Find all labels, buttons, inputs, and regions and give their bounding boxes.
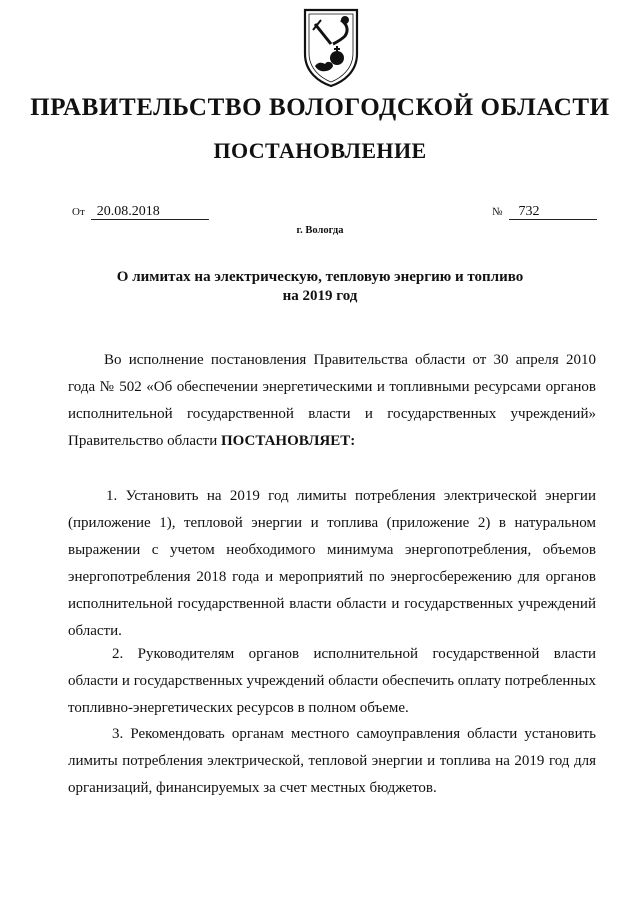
paragraph-3: 3. Рекомендовать органам местного самоуправления области установить лимиты потребления электрической, тепловой энергии и топлива на 2019 год для организаций, финансируемых за счет местных бюджетов. xyxy=(68,726,596,796)
date-line xyxy=(72,204,209,220)
paragraph-2: 2. Руководителям органов исполнительной государственной власти области и государственных учреждений области обеспечить оплату потребленных топливно-энергетических ресурсов в полном объеме. xyxy=(68,646,596,716)
number-label: № xyxy=(492,206,503,218)
city: г. Вологда xyxy=(296,225,344,236)
intro-bold-text: ПОСТАНОВЛЯЕТ: xyxy=(220,433,356,449)
date-value: 20.08.2018 xyxy=(91,204,209,220)
subject-line-1: О лимитах на электрическую, тепловую энергию и топливо xyxy=(116,269,524,285)
number-value: 732 xyxy=(509,204,597,220)
date-label: От xyxy=(72,206,85,218)
number-line xyxy=(492,204,597,220)
coat-of-arms-icon xyxy=(301,6,361,88)
subject-line-2: на 2019 год xyxy=(282,288,358,304)
document-subject xyxy=(0,268,640,306)
org-title: ПРАВИТЕЛЬСТВО ВОЛОГОДСКОЙ ОБЛАСТИ xyxy=(30,94,610,121)
intro-paragraph xyxy=(68,347,596,455)
document-type: ПОСТАНОВЛЕНИЕ xyxy=(213,138,427,163)
intro-text: Во исполнение постановления Правительства области от 30 апреля 2010 года № 502 «Об обеспечении энергетическими и топливными ресурсами органов исполнительной государственной власти и государственных учреждений» Правительство области xyxy=(68,352,596,449)
paragraph-1: 1. Установить на 2019 год лимиты потребления электрической энергии (приложение 1), тепловой энергии и топлива (приложение 2) в натуральном выражении с учетом необходимого минимума энергопотребления, объемов энергопотребления 2018 года и мероприятий по энергосбережению для органов исполнительной государственной власти области и государственных учреждений области. xyxy=(68,488,596,639)
